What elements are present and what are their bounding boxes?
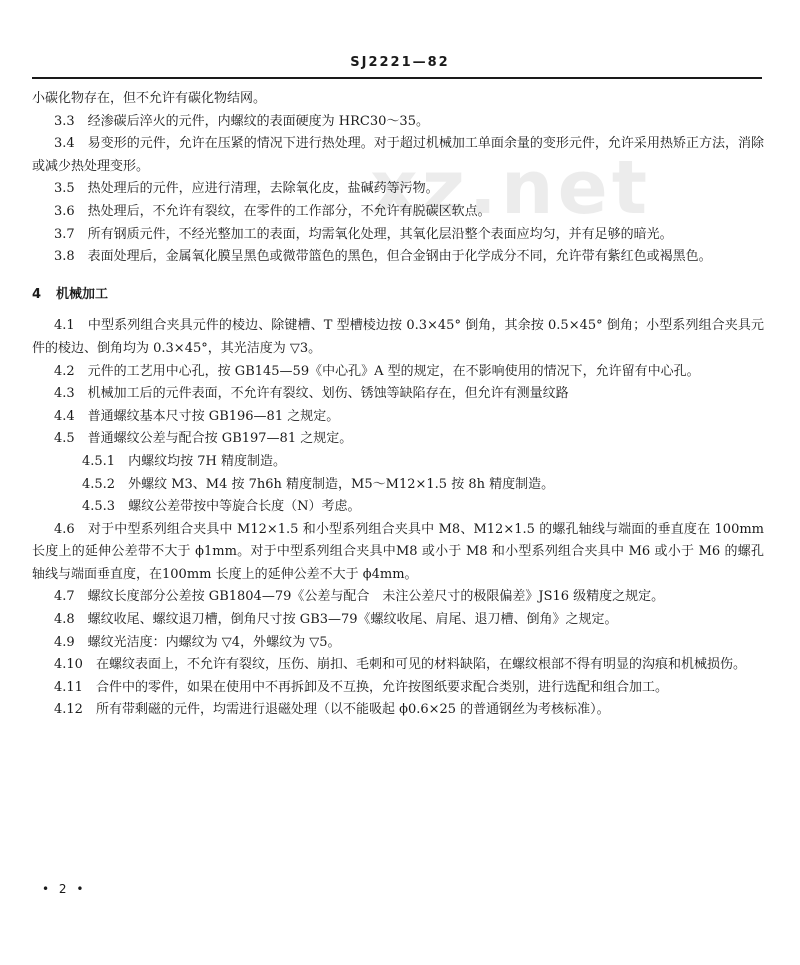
clause-paragraph: 小碳化物存在，但不允许有碳化物结网。 [32, 91, 267, 106]
clause-paragraph: 3.5 热处理后的元件，应进行清理，去除氧化皮，盐碱药等污物。 [54, 181, 439, 197]
watermark: xz.net [370, 145, 652, 231]
header-rule [32, 77, 762, 79]
standard-code-header: SJ2221—82 [350, 55, 450, 70]
clause-paragraph: 4.10 在螺纹表面上，不允许有裂纹，压伤、崩扣、毛刺和可见的材料缺陷，在螺纹根部不得有明显的沟痕和机械损伤。 [54, 657, 746, 673]
clause-paragraph: 4.5.1 内螺纹均按 7H 精度制造。 [82, 453, 286, 469]
section-heading [32, 284, 764, 307]
clause-paragraph: 4.4 普通螺纹基本尺寸按 GB196—81 之规定。 [54, 408, 340, 424]
clause-paragraph: 3.7 所有钢质元件，不经光整加工的表面，均需氧化处理，其氧化层沿整个表面应均匀，并有足够的暗光。 [54, 226, 673, 242]
clause-paragraph: 3.4 易变形的元件，允许在压紧的情况下进行热处理。对于超过机械加工单面余量的变形元件，允许采用热矫正方法，消除或减少热处理变形。 [32, 136, 764, 174]
section-number: 4 [32, 286, 42, 302]
clause-paragraph: 4.7 螺纹长度部分公差按 GB1804—79《公差与配合 未注公差尺寸的极限偏差》JS16 级精度之规定。 [54, 589, 665, 605]
clause-paragraph: 3.6 热处理后，不允许有裂纹，在零件的工作部分，不允许有脱碳区软点。 [54, 203, 491, 219]
page-number: • 2 • [42, 882, 87, 896]
clause-paragraph: 4.3 机械加工后的元件表面，不允许有裂纹、划伤、锈蚀等缺陷存在，但允许有测量纹路 [54, 386, 569, 402]
clause-paragraph: 4.11 合件中的零件，如果在使用中不再拆卸及不互换，允许按图纸要求配合类别，进行选配和组合加工。 [54, 679, 668, 695]
section-4-body [32, 315, 764, 722]
clause-paragraph: 4.12 所有带剩磁的元件，均需进行退磁处理（以不能吸起 ϕ0.6×25 的普通钢丝为考核标准）。 [54, 702, 610, 718]
clause-paragraph: 4.9 螺纹光洁度：内螺纹为 ▽4，外螺纹为 ▽5。 [54, 634, 341, 650]
clause-paragraph: 4.6 对于中型系列组合夹具中 M12×1.5 和小型系列组合夹具中 M8、M12×1.5 的螺孔轴线与端面的垂直度在 100mm 长度上的延伸公差带不大于 ϕ1mm。对于中型系列组合夹具中M8 或小于 M8 和小型系列组合夹具中 M6 或小于 M6 的螺孔轴线与端面垂直度，在100mm 长度上的延伸公差不大于 ϕ4mm。 [32, 521, 764, 582]
clause-paragraph: 4.5.3 螺纹公差带按中等旋合长度（N）考虑。 [82, 499, 361, 515]
clause-paragraph: 4.8 螺纹收尾、螺纹退刀槽，倒角尺寸按 GB3—79《螺纹收尾、肩尾、退刀槽、倒角》之规定。 [54, 612, 618, 628]
clause-paragraph: 4.5.2 外螺纹 M3、M4 按 7h6h 精度制造，M5～M12×1.5 按 8h 精度制造。 [82, 476, 555, 492]
section-title: 机械加工 [56, 286, 109, 302]
clause-paragraph: 4.2 元件的工艺用中心孔，按 GB145—59《中心孔》A 型的规定，在不影响使用的情况下，允许留有中心孔。 [54, 363, 700, 379]
clause-paragraph: 4.1 中型系列组合夹具元件的棱边、除键槽、T 型槽棱边按 0.3×45° 倒角，其余按 0.5×45° 倒角；小型系列组合夹具元件的棱边、倒角均为 0.3×45°，其光洁度为 ▽3。 [32, 318, 764, 356]
section-3-continuation [32, 88, 764, 269]
clause-paragraph: 3.8 表面处理后，金属氧化膜呈黑色或微带篮色的黑色，但合金钢由于化学成分不同，允许带有紫红色或褐黑色。 [54, 249, 712, 265]
page-content [32, 88, 764, 722]
clause-paragraph: 3.3 经渗碳后淬火的元件，内螺纹的表面硬度为 HRC30～35。 [54, 113, 429, 129]
clause-paragraph: 4.5 普通螺纹公差与配合按 GB197—81 之规定。 [54, 431, 353, 447]
